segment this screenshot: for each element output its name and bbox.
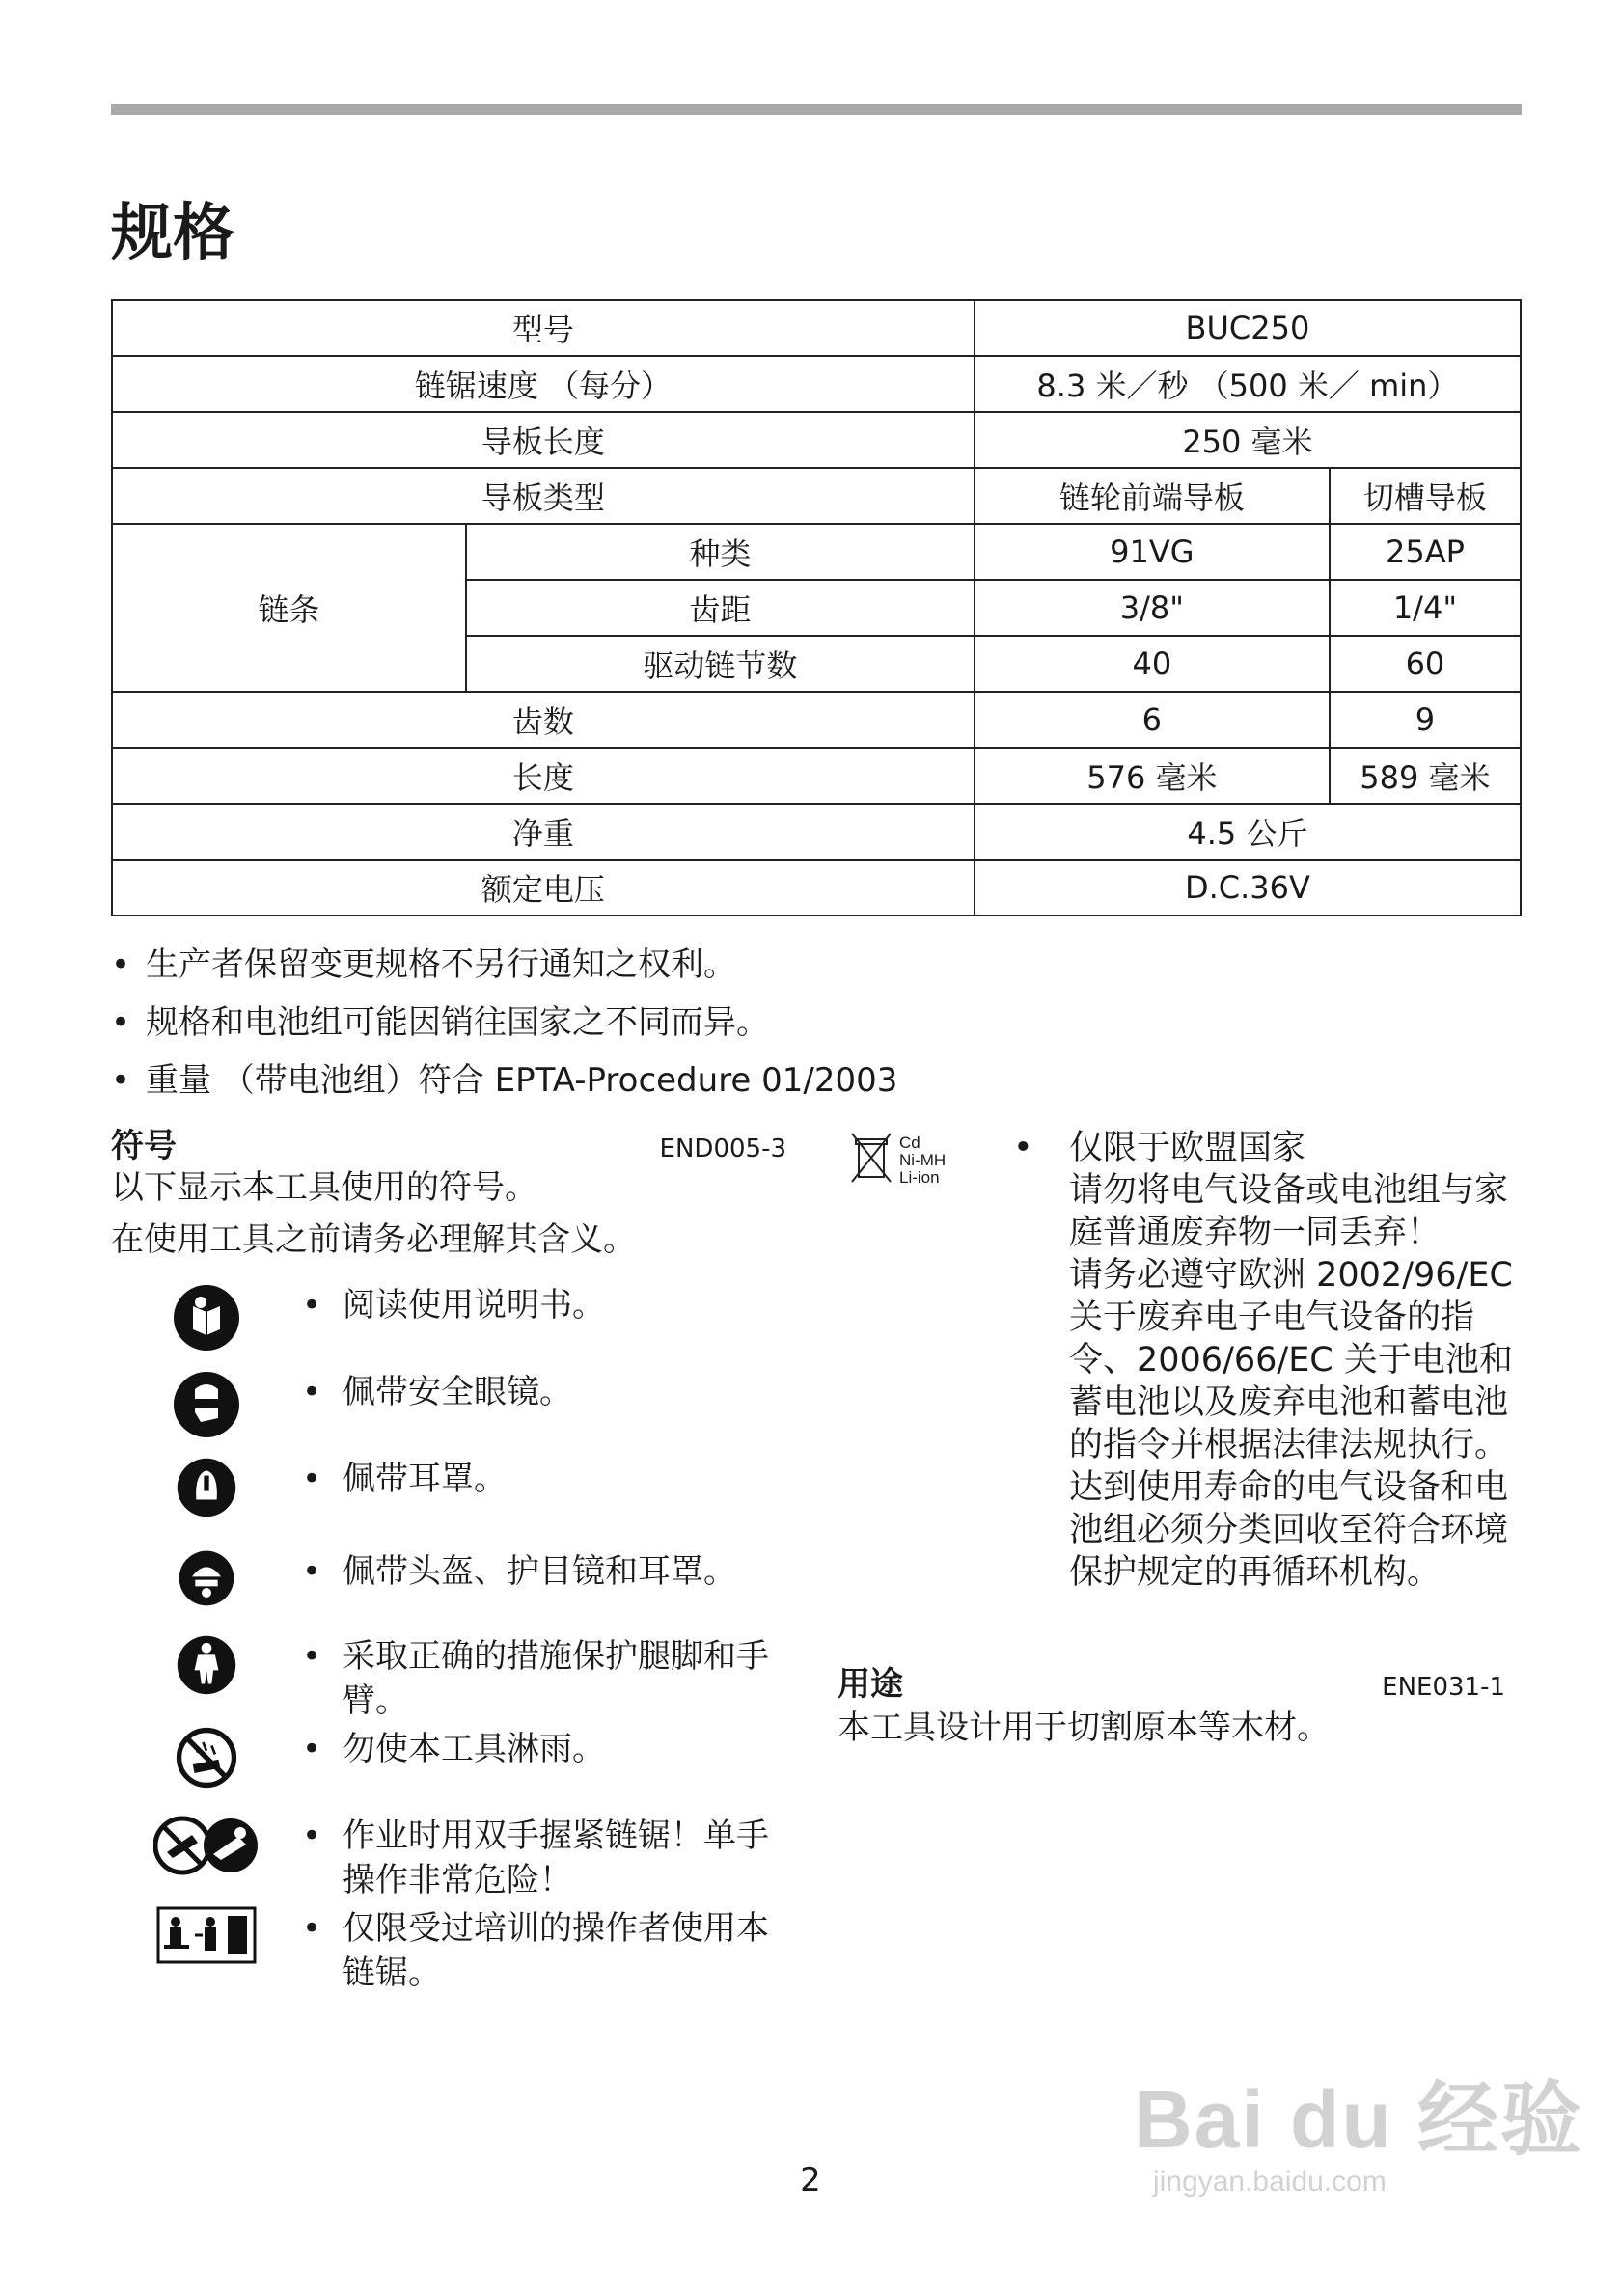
drive-links-label: 驱动链节数	[466, 636, 975, 692]
teeth-a: 6	[975, 692, 1330, 748]
watermark-url: jingyan.baidu.com	[1153, 2166, 1387, 2198]
model-label: 型号	[112, 300, 975, 356]
weight-label: 净重	[112, 804, 975, 860]
symbol-read-manual: • 阅读使用说明书。	[111, 1283, 786, 1353]
bar-type-b: 切槽导板	[1330, 468, 1521, 524]
voltage-label: 额定电压	[112, 860, 975, 916]
usage-text: 本工具设计用于切割原本等木材。	[838, 1708, 1330, 1747]
voltage-value: D.C.36V	[975, 860, 1521, 916]
chain-type-b: 25AP	[1330, 524, 1521, 580]
watermark-brand: Bai du 经验	[1134, 2074, 1584, 2165]
weight-value: 4.5 公斤	[975, 804, 1521, 860]
table-row	[112, 356, 1521, 412]
symbol-ear-muffs: • 佩带耳罩。	[111, 1457, 786, 1518]
symbols-intro-2: 在使用工具之前请务必理解其含义。	[111, 1220, 636, 1259]
table-row	[112, 748, 1521, 804]
table-row	[112, 468, 1521, 524]
length-label: 长度	[112, 748, 975, 804]
list-item: • 重量 （带电池组）符合 EPTA-Procedure 01/2003	[111, 1061, 898, 1100]
length-b: 589 毫米	[1330, 748, 1521, 804]
chain-label: 链条	[112, 524, 466, 692]
watermark	[1134, 2055, 1583, 2199]
crossed-bin-icon	[849, 1131, 893, 1185]
length-a: 576 毫米	[975, 748, 1330, 804]
list-item: • 生产者保留变更规格不另行通知之权利。	[111, 945, 736, 984]
page-number: 2	[800, 2161, 821, 2200]
eu-disposal-note: • 仅限于欧盟国家 请勿将电气设备或电池组与家庭普通废弃物一同丢弃！ 请务必遵守欧洲 2002/96/EC 关于废弃电子电气设备的指令、2006/66/EC 关于电池和蓄电池以及废弃电池和蓄电池的指令并根据法律法规执行。达到使用寿命的电气设备和电池组必须分类回收至符合环境保护规定的再循环机构。	[1013, 1129, 1513, 1592]
symbol-no-rain: • 勿使本工具淋雨。	[111, 1727, 786, 1789]
table-row	[112, 860, 1521, 916]
symbol-safety-glasses: • 佩带安全眼镜。	[111, 1370, 786, 1439]
table-row	[112, 300, 1521, 356]
bar-length-label: 导板长度	[112, 412, 975, 468]
drive-links-b: 60	[1330, 636, 1521, 692]
helmet-goggles-icon	[178, 1549, 235, 1607]
battery-type-labels: Cd Ni-MH Li-ion	[899, 1134, 947, 1187]
bar-length-value: 250 毫米	[975, 412, 1521, 468]
chain-type-label: 种类	[466, 524, 975, 580]
symbols-intro-1: 以下显示本工具使用的符号。	[111, 1168, 537, 1207]
bar-type-label: 导板类型	[112, 468, 975, 524]
trained-operator-icon	[156, 1906, 257, 1964]
bar-type-a: 链轮前端导板	[975, 468, 1330, 524]
table-row	[112, 412, 1521, 468]
table-row	[112, 692, 1521, 748]
symbol-protect-limbs: • 采取正确的措施保护腿脚和手臂。	[111, 1634, 786, 1723]
table-row	[112, 804, 1521, 860]
symbol-two-hands: • 作业时用双手握紧链锯！单手操作非常危险！	[111, 1814, 786, 1902]
no-rain-icon	[176, 1727, 237, 1789]
speed-value: 8.3 米／秒 （500 米／ min）	[975, 356, 1521, 412]
pitch-label: 齿距	[466, 580, 975, 636]
ear-muffs-icon	[176, 1457, 237, 1518]
protect-limbs-icon	[176, 1634, 237, 1696]
list-item: • 规格和电池组可能因销往国家之不同而异。	[111, 1003, 769, 1042]
symbol-trained-operator: • 仅限受过培训的操作者使用本链锯。	[111, 1906, 786, 1995]
table-row	[112, 524, 1521, 580]
symbol-helmet-goggles-muffs: • 佩带头盔、护目镜和耳罩。	[111, 1549, 786, 1607]
weee-symbol	[849, 1131, 946, 1187]
teeth-label: 齿数	[112, 692, 975, 748]
symbols-heading: 符号 END005-3	[111, 1127, 786, 1165]
safety-glasses-icon	[172, 1370, 241, 1439]
speed-label: 链锯速度 （每分）	[112, 356, 975, 412]
teeth-b: 9	[1330, 692, 1521, 748]
top-rule	[111, 104, 1522, 115]
drive-links-a: 40	[975, 636, 1330, 692]
spec-table	[111, 299, 1522, 916]
pitch-b: 1/4"	[1330, 580, 1521, 636]
page-title: 规格	[111, 198, 234, 269]
model-value: BUC250	[975, 300, 1521, 356]
read-manual-icon	[172, 1283, 241, 1353]
usage-heading: 用途 ENE031-1	[838, 1665, 1505, 1704]
chain-type-a: 91VG	[975, 524, 1330, 580]
spec-notes	[111, 936, 1520, 1109]
two-hands-prohibited-icon	[153, 1814, 260, 1877]
pitch-a: 3/8"	[975, 580, 1330, 636]
